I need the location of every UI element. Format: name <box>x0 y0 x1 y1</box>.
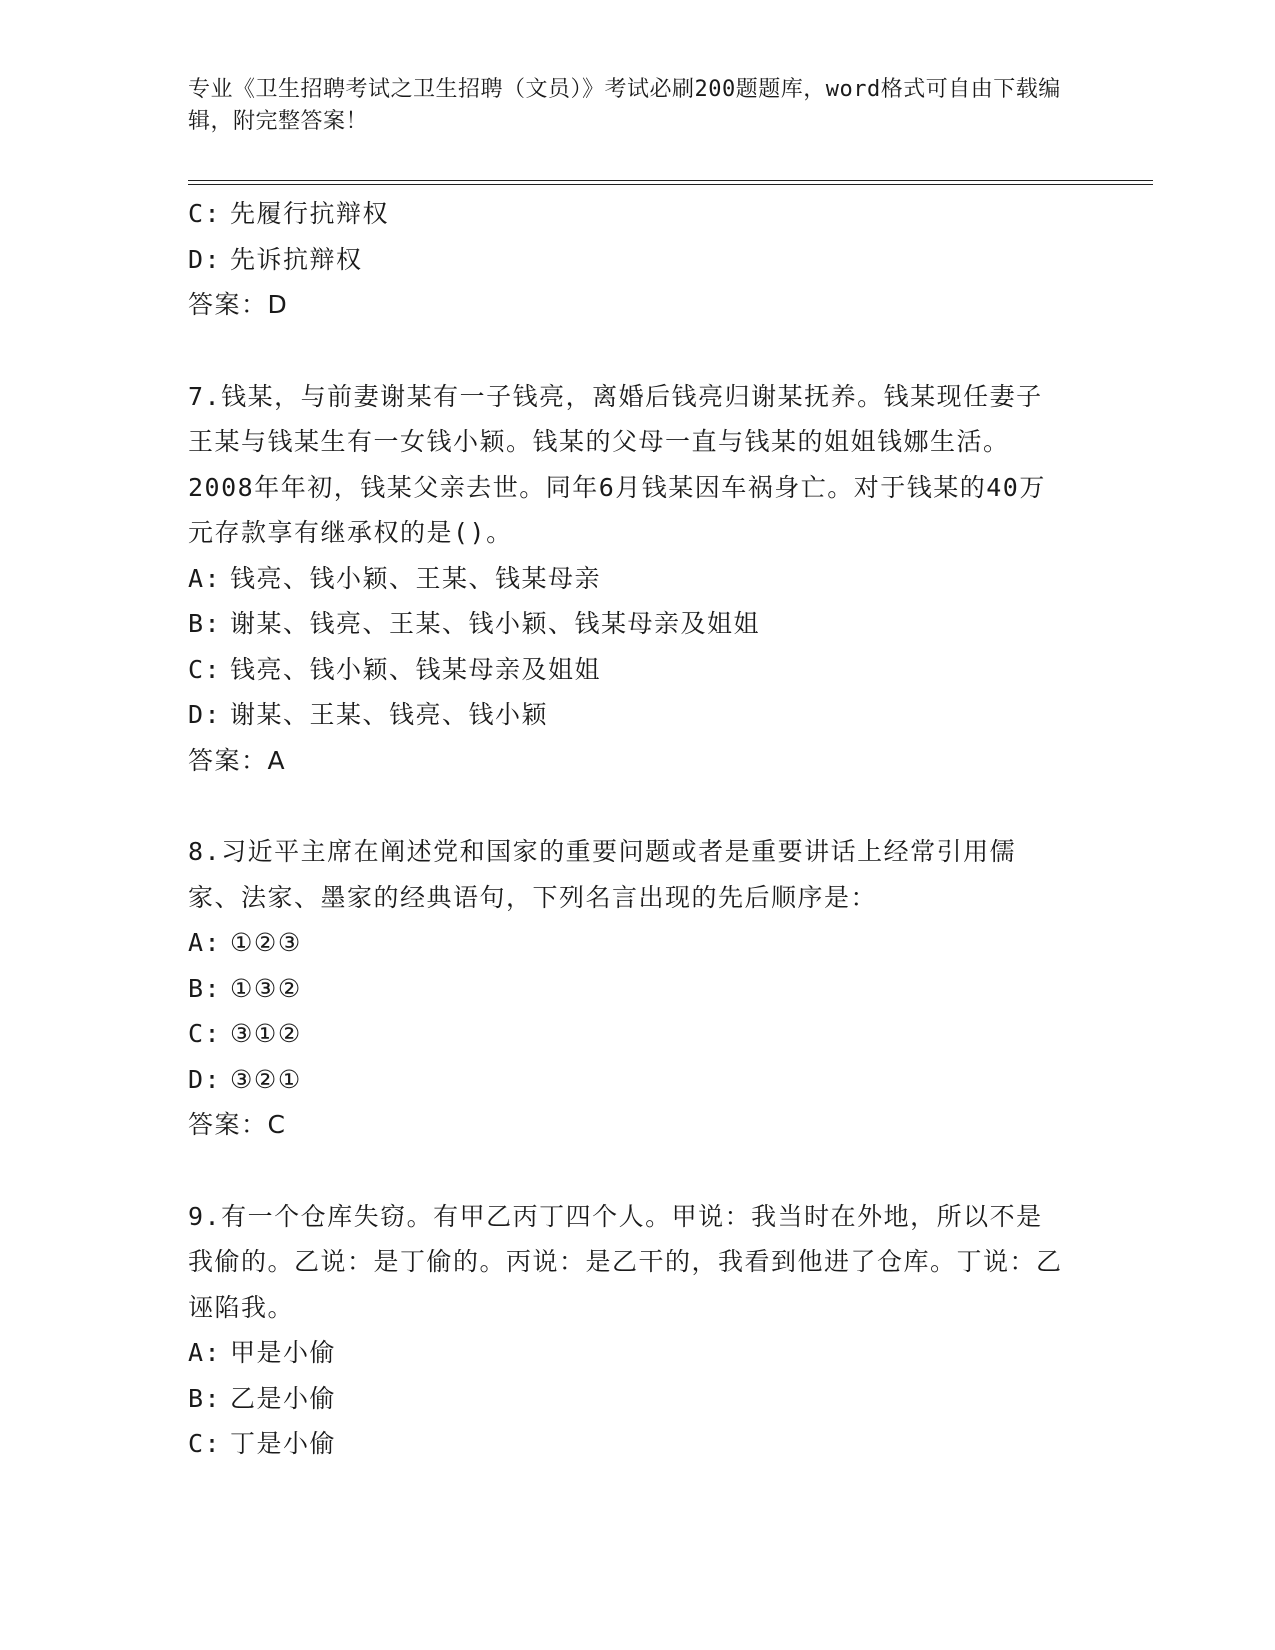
option-text: 谢某、钱亮、王某、钱小颖、钱某母亲及姐姐 <box>230 609 761 638</box>
option-item <box>188 647 1153 693</box>
option-text: 丁是小偷 <box>230 1429 337 1458</box>
option-text: 乙是小偷 <box>230 1383 337 1413</box>
option-label: B: <box>188 1383 222 1413</box>
question-gap <box>188 328 1153 374</box>
document-header: 专业《卫生招聘考试之卫生招聘（文员）》考试必刷200题题库，word格式可自由下载编辑，附完整答案！ <box>188 77 1061 134</box>
option-text: ①②③ <box>230 928 302 957</box>
question-stem: 9.有一个仓库失窃。有甲乙丙丁四个人。甲说：我当时在外地，所以不是我偷的。乙说：是丁偷的。丙说：是乙干的，我看到他进了仓库。丁说：乙诬陷我。 <box>188 1201 1063 1322</box>
prev-question-block <box>188 191 1153 328</box>
option-label: D: <box>188 700 222 729</box>
question-content <box>188 191 1153 1467</box>
option-item <box>188 237 1153 283</box>
option-item <box>188 601 1153 647</box>
option-label: C: <box>188 1019 222 1048</box>
option-text: 甲是小偷 <box>230 1338 337 1367</box>
option-label: D: <box>188 1064 222 1094</box>
option-item <box>188 1011 1153 1057</box>
option-item <box>188 966 1153 1012</box>
option-item <box>188 191 1153 237</box>
option-item <box>188 556 1153 602</box>
answer-line: 答案：D <box>188 290 289 319</box>
answer-line: 答案：A <box>188 745 287 775</box>
document-page <box>188 74 1153 1467</box>
question-stem: 8.习近平主席在阐述党和国家的重要问题或者是重要讲话上经常引用儒家、法家、墨家的经典语句，下列名言出现的先后顺序是： <box>188 837 1017 912</box>
option-item <box>188 1376 1153 1422</box>
option-text: 先诉抗辩权 <box>230 244 363 274</box>
option-text: 钱亮、钱小颖、钱某母亲及姐姐 <box>230 654 602 684</box>
answer-line: 答案：C <box>188 1110 287 1139</box>
option-text: 先履行抗辩权 <box>230 199 390 228</box>
option-item <box>188 1330 1153 1376</box>
question-gap <box>188 783 1153 829</box>
question-block-7 <box>188 374 1153 784</box>
option-label: B: <box>188 973 222 1003</box>
question-block-9 <box>188 1194 1153 1467</box>
option-text: ③①② <box>230 1019 302 1048</box>
option-label: D: <box>188 244 222 274</box>
option-label: A: <box>188 928 222 957</box>
option-label: C: <box>188 1429 222 1458</box>
option-text: ①③② <box>230 973 302 1003</box>
option-label: B: <box>188 609 222 638</box>
option-item <box>188 692 1153 738</box>
option-label: A: <box>188 563 222 593</box>
header-divider <box>188 180 1153 185</box>
option-label: A: <box>188 1338 222 1367</box>
option-text: ③②① <box>230 1064 302 1094</box>
option-item <box>188 1057 1153 1103</box>
option-label: C: <box>188 199 222 228</box>
option-label: C: <box>188 654 222 684</box>
option-item <box>188 1421 1153 1467</box>
option-item <box>188 920 1153 966</box>
question-block-8 <box>188 829 1153 1148</box>
question-gap <box>188 1148 1153 1194</box>
option-text: 谢某、王某、钱亮、钱小颖 <box>230 700 549 729</box>
question-stem: 7.钱某，与前妻谢某有一子钱亮，离婚后钱亮归谢某抚养。钱某现任妻子王某与钱某生有一女钱小颖。钱某的父母一直与钱某的姐姐钱娜生活。2008年年初，钱某父亲去世。同年6月钱某因车祸身亡。对于钱某的40万元存款享有继承权的是()。 <box>188 381 1046 547</box>
option-text: 钱亮、钱小颖、王某、钱某母亲 <box>230 563 602 593</box>
